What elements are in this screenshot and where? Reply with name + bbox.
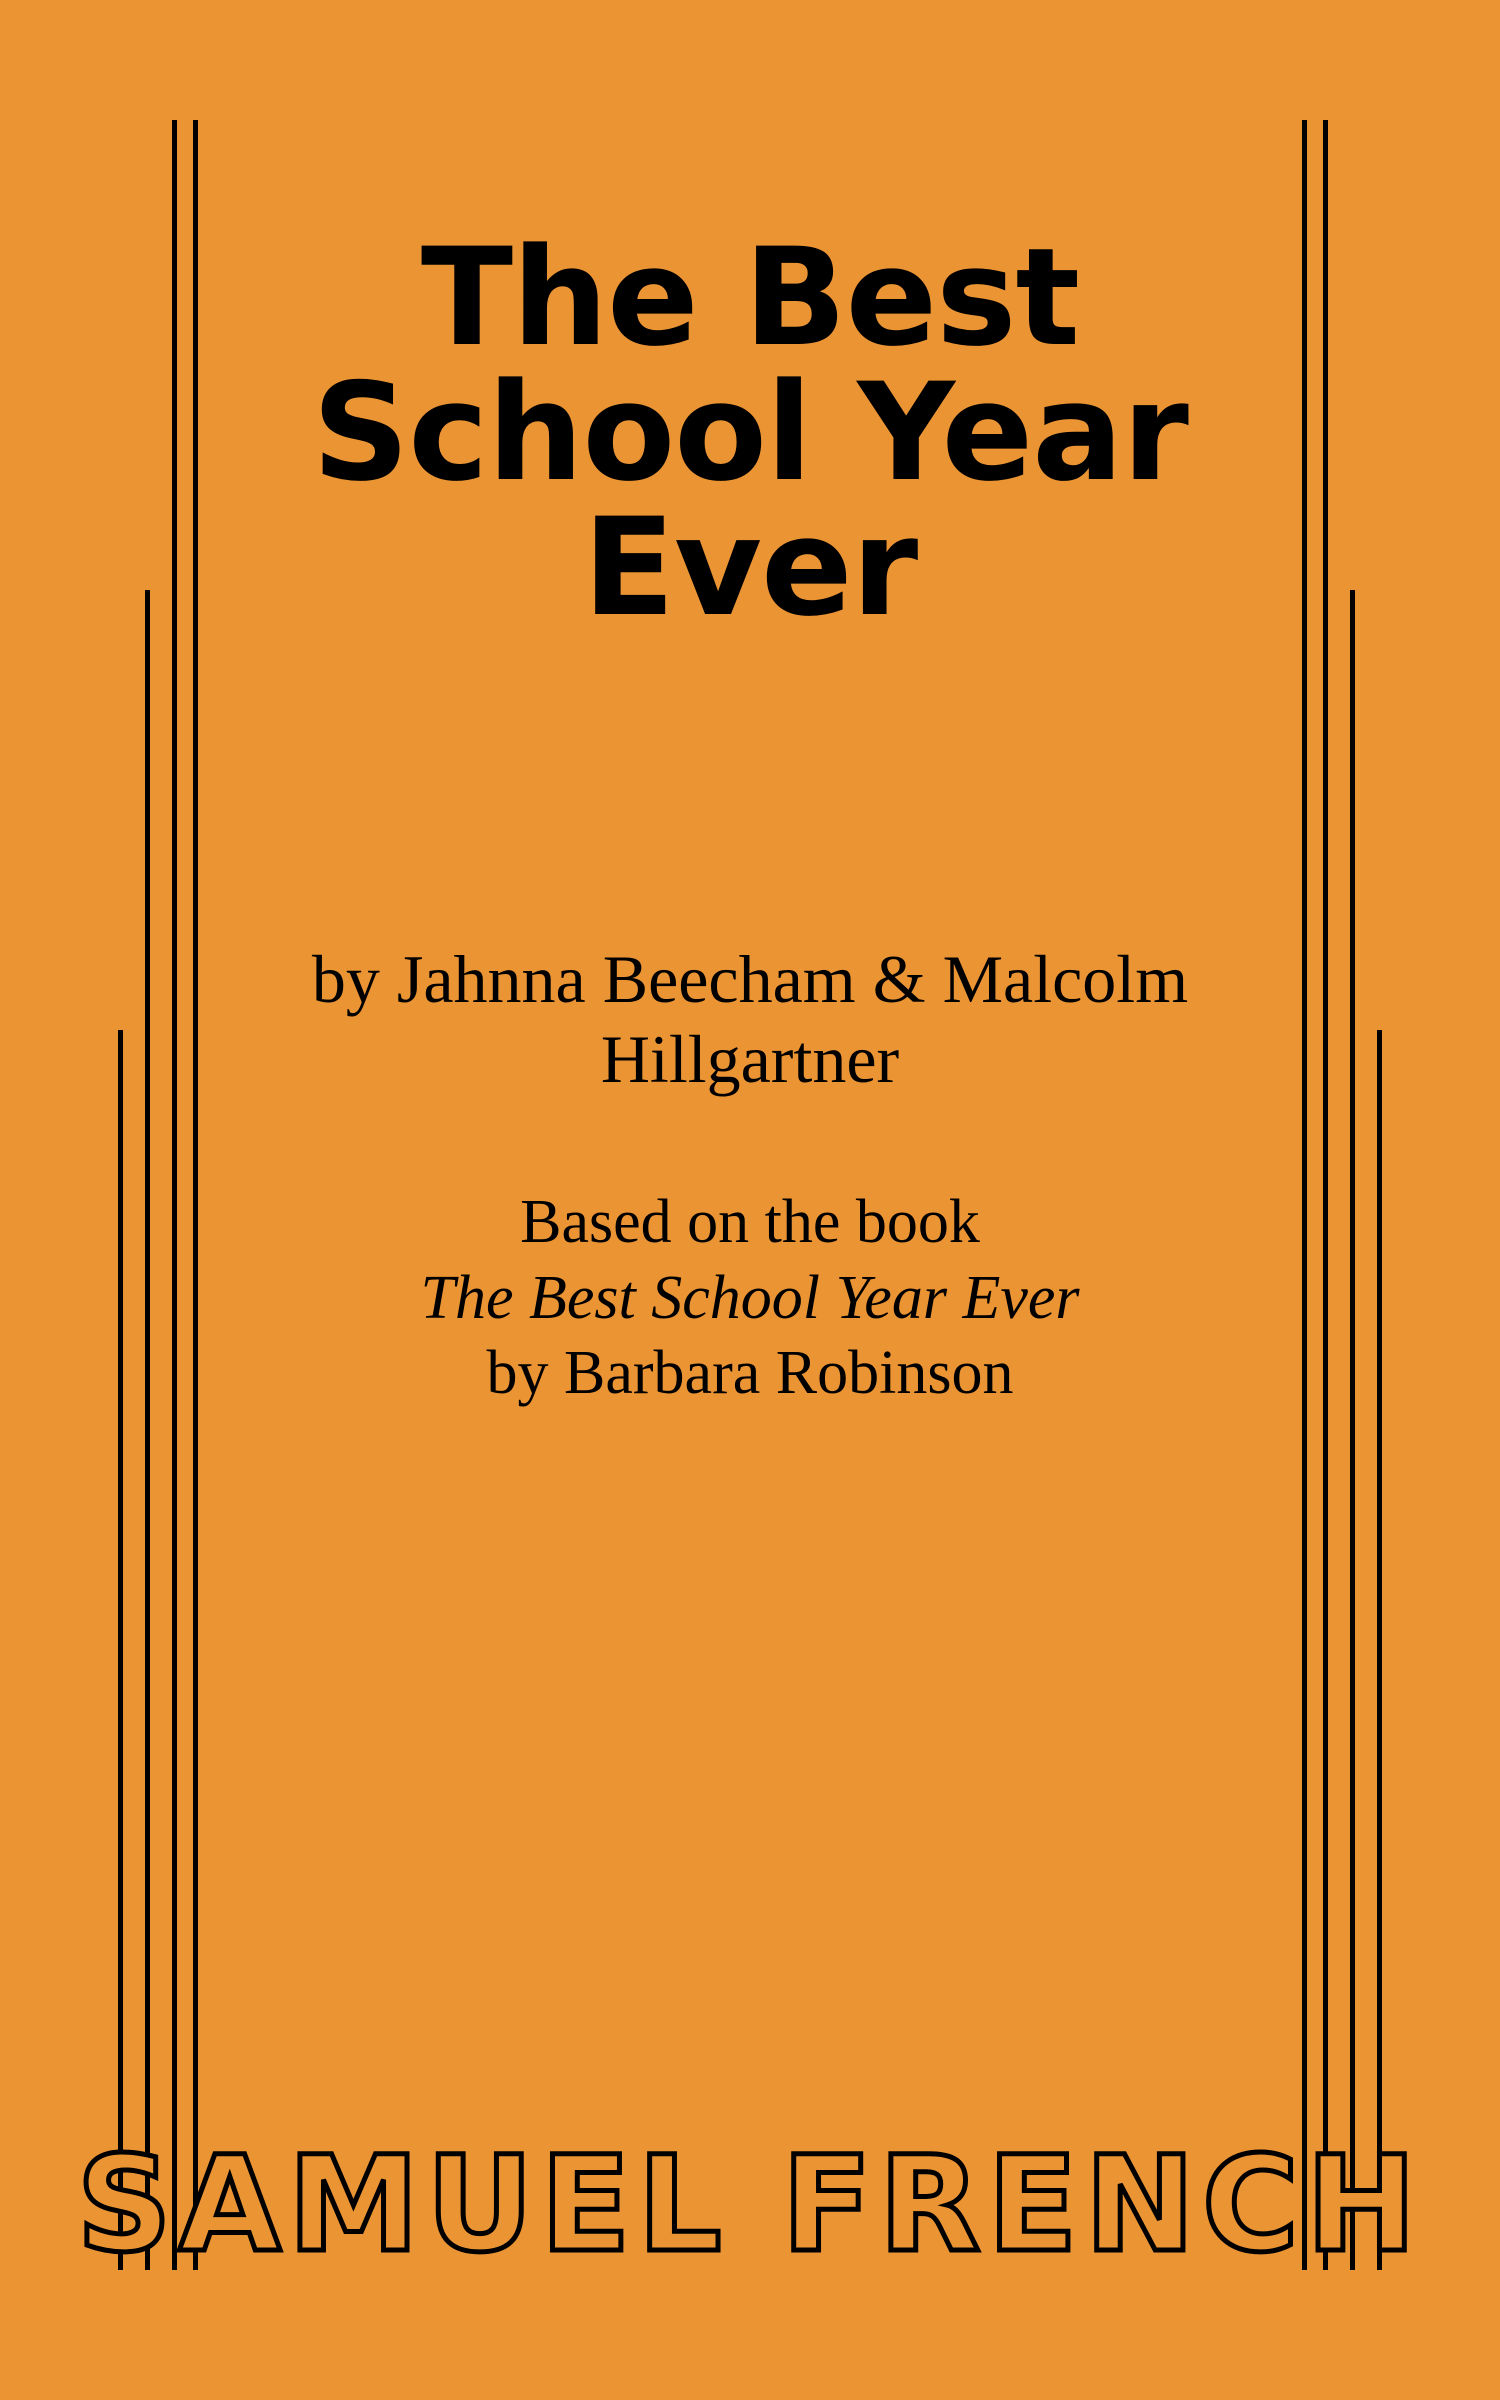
book-title: The Best School Year Ever <box>312 219 1188 646</box>
left-border-rule-2 <box>193 120 198 2270</box>
right-border-rule-2 <box>1302 120 1307 2270</box>
right-border-rule-4 <box>1377 1030 1382 2270</box>
left-border-rule-1 <box>172 120 177 2270</box>
based-on-block <box>240 1185 1260 1412</box>
credits-block <box>240 940 1260 1412</box>
left-border-rule-3 <box>145 590 150 2270</box>
right-border-rule-3 <box>1350 590 1355 2270</box>
publisher-wordmark: SAMUEL FRENCH <box>76 2128 1424 2282</box>
right-border-rule-1 <box>1323 120 1328 2270</box>
source-book-title: The Best School Year Ever <box>420 1263 1080 1332</box>
left-border-rule-4 <box>118 1030 123 2270</box>
based-on-label: Based on the book <box>520 1188 980 1257</box>
authors-line: by Jahnna Beecham & Malcolm Hillgartner <box>311 941 1189 1097</box>
source-book-author: by Barbara Robinson <box>486 1339 1014 1408</box>
